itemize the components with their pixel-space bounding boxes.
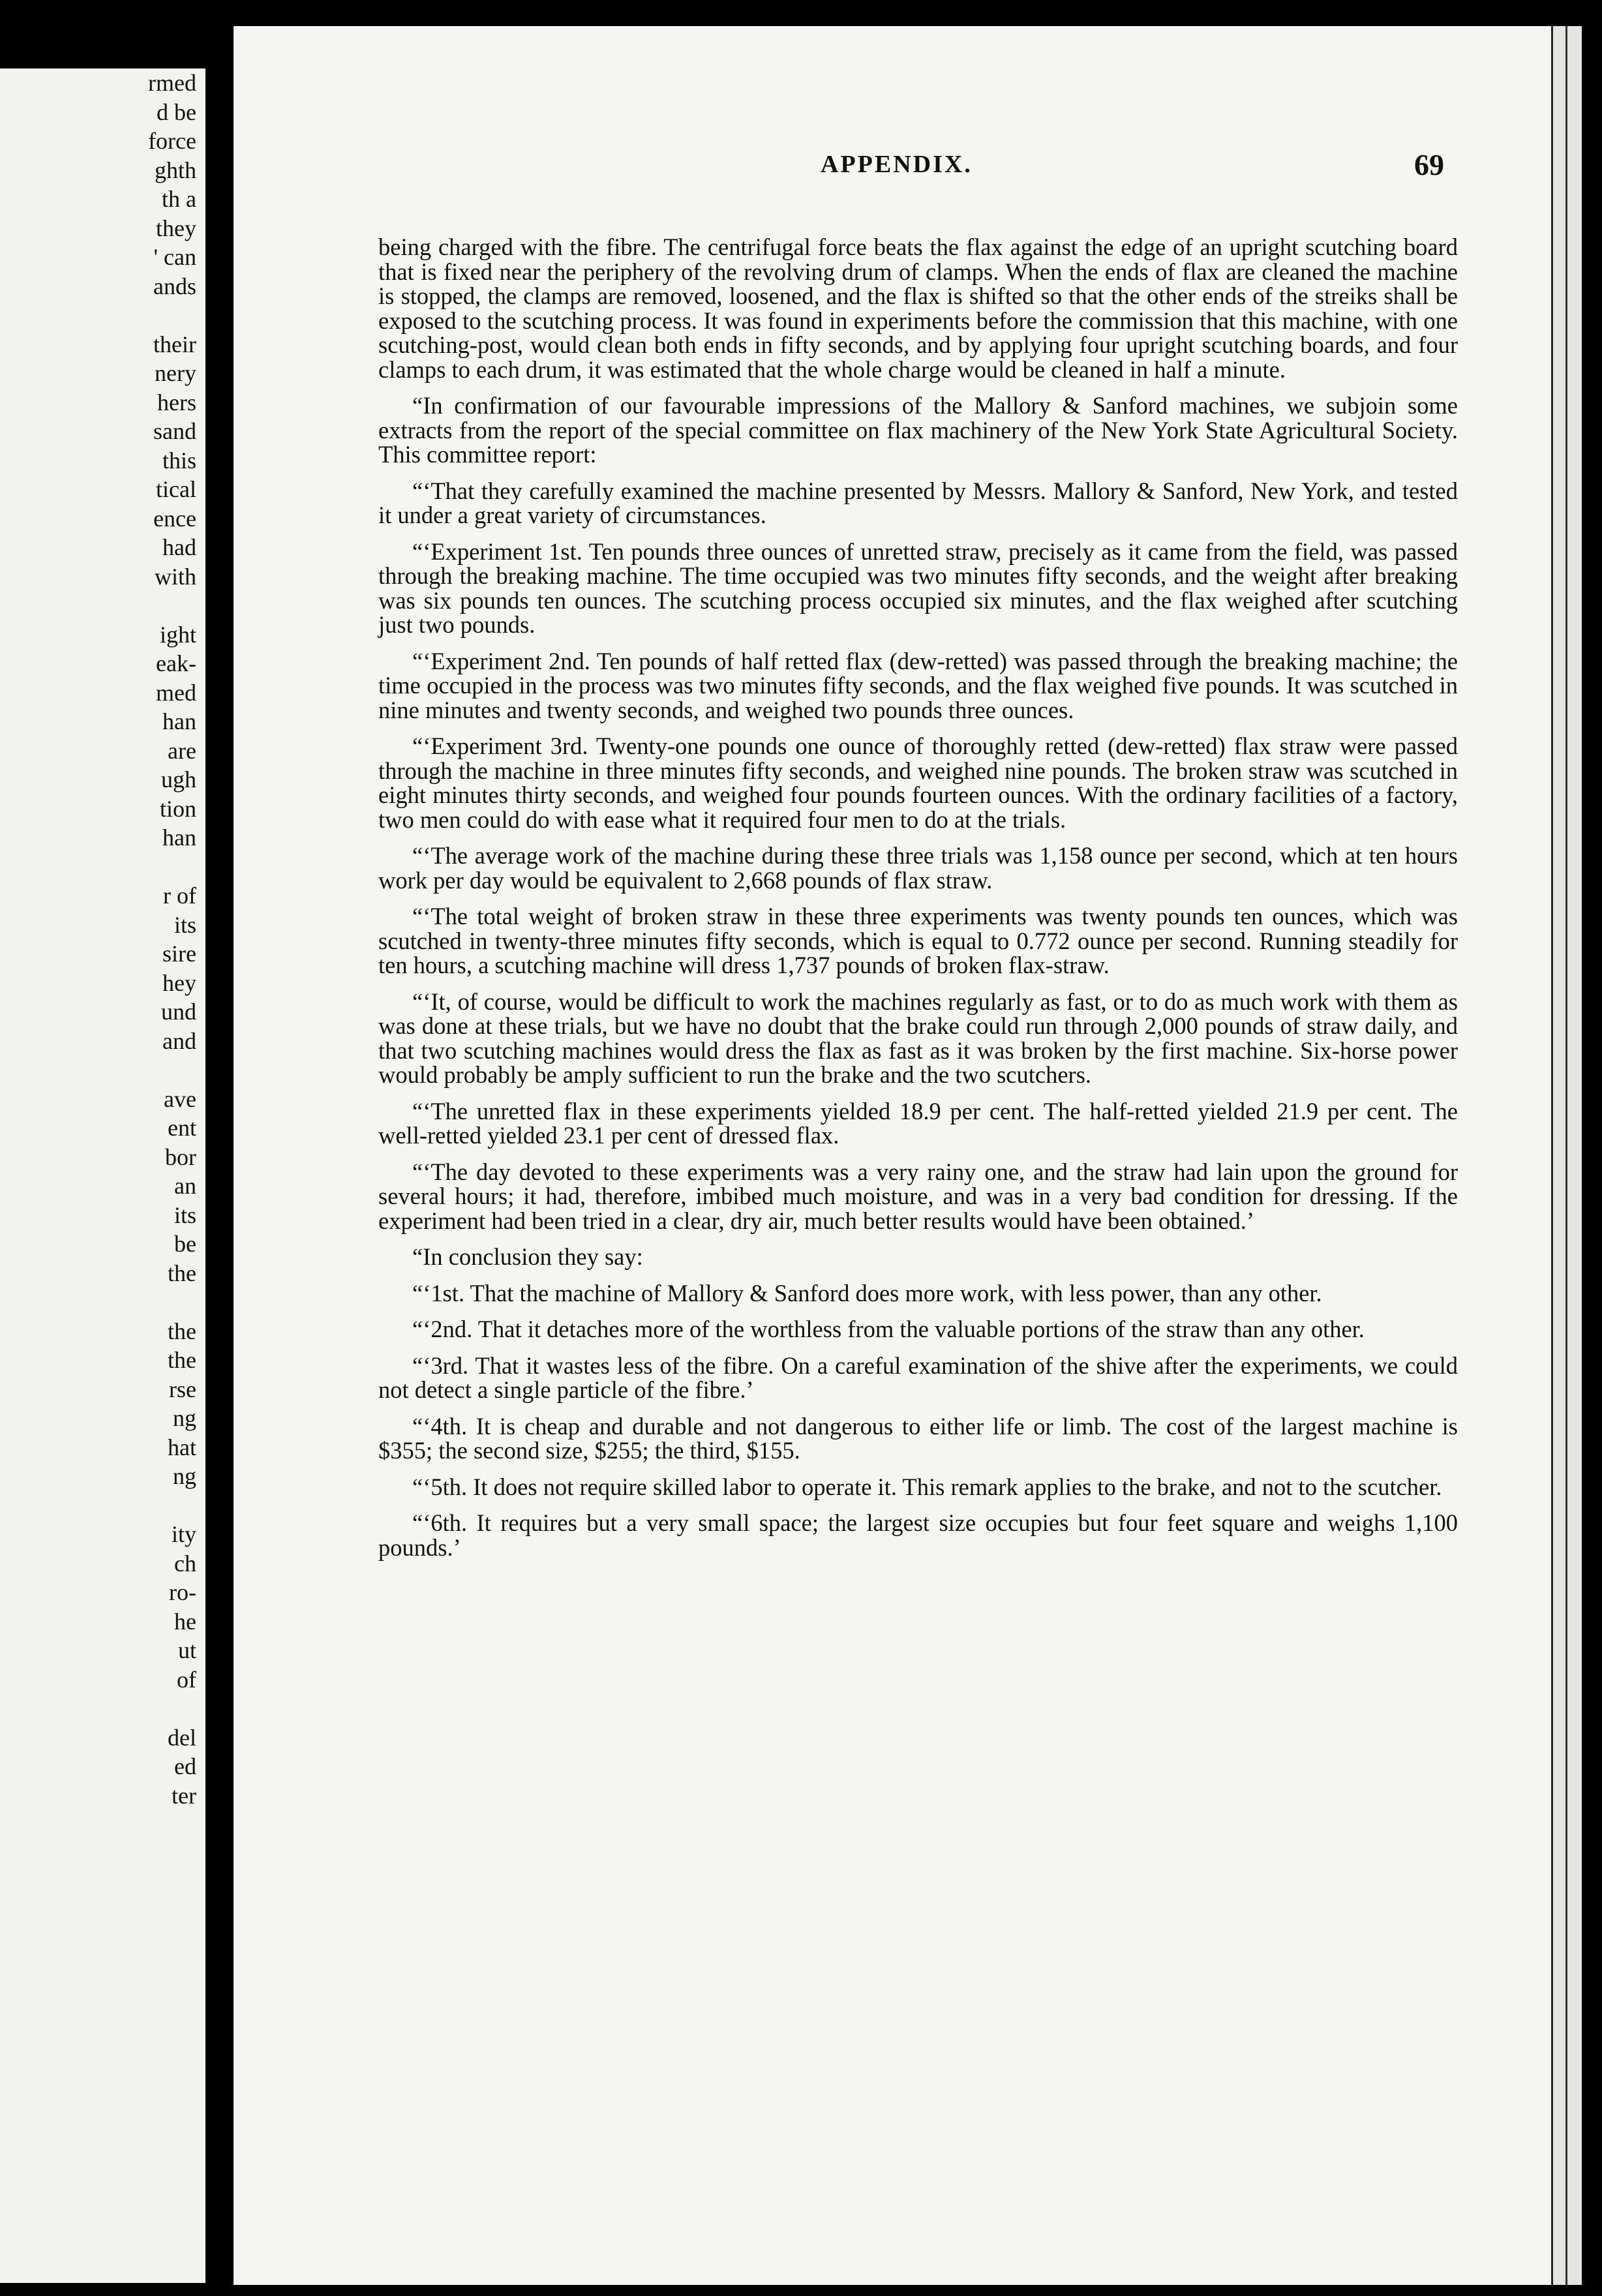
facing-line: their	[153, 331, 196, 357]
facing-line: med	[156, 679, 196, 706]
facing-line	[148, 1839, 196, 1869]
running-head: APPENDIX.	[821, 151, 973, 178]
body-text	[378, 235, 1458, 1571]
facing-line	[148, 1868, 196, 1897]
facing-line: had	[162, 534, 196, 560]
facing-line: ence	[153, 505, 196, 532]
paragraph: “In conclusion they say:	[412, 1243, 643, 1270]
paragraph: “‘It, of course, would be difficult to work the machines regularly as fast, or to do as much work with them as was done at these trials, but we have no doubt that the brake could run through 2,000 pounds of straw daily, and that two scutching machines would dress the flax as fast as it was broken by the first machine. Six-horse power would probably be amply sufficient to run the brake and the two scutchers.	[378, 988, 1458, 1088]
facing-line: und	[161, 999, 196, 1025]
page-edge-line	[1565, 26, 1567, 2285]
facing-line: ' can	[153, 244, 196, 270]
book-page	[234, 26, 1580, 2285]
facing-line: nery	[155, 360, 196, 386]
facing-line: del	[168, 1724, 196, 1751]
paragraph: “In confirmation of our favourable impressions of the Mallory & Sanford machines, we subjoin some extracts from the report of the special committee on flax machinery of the New York State Agricultural Society. This committee report:	[378, 392, 1458, 468]
facing-line	[148, 301, 196, 330]
facing-line: ng	[173, 1463, 196, 1489]
facing-line: this	[162, 447, 196, 474]
page-number: 69	[1414, 148, 1444, 181]
facing-line: ity	[171, 1521, 196, 1547]
facing-line: han	[162, 824, 196, 851]
facing-line	[148, 1810, 196, 1839]
facing-page-text	[148, 68, 196, 1926]
facing-line: hat	[168, 1434, 196, 1460]
paragraph: being charged with the fibre. The centrifugal force beats the flax against the edge of an upright scutching board that is fixed near the periphery of the revolving drum of clamps. When the ends of flax are cleaned the machine is stopped, the clamps are removed, loosened, and the flax is shifted so that the other ends of the streiks shall be exposed to the scutching process. It was found in experiments before the commission that this machine, with one scutching-post, would clean both ends in fifty seconds, and by applying four upright scutching boards, and four clamps to each drum, it was estimated that the whole charge would be cleaned in half a minute.	[378, 234, 1458, 383]
paragraph: “‘The total weight of broken straw in these three experiments was twenty pounds ten ounces, which was scutched in twenty-three minutes fifty seconds, which is equal to 0.772 ounce per second. Running steadily for ten hours, a scutching machine will dress 1,737 pounds of broken flax-straw.	[378, 903, 1458, 978]
paragraph: “‘Experiment 3rd. Twenty-one pounds one ounce of thoroughly retted (dew-retted) flax straw were passed through the machine in three minutes fifty seconds, and weighed nine pounds. The broken straw was scutched in eight minutes thirty seconds, and weighed four pounds fourteen ounces. With the ordinary facilities of a factory, two men could do with ease what it required four men to do at the trials.	[378, 733, 1458, 833]
facing-line: the	[168, 1318, 196, 1344]
facing-line	[148, 853, 196, 882]
facing-line: be	[174, 1231, 196, 1257]
facing-line: han	[162, 708, 196, 734]
facing-line: the	[168, 1347, 196, 1373]
paragraph: “‘4th. It is cheap and durable and not dangerous to either life or limb. The cost of the largest machine is $355; the second size, $255; the third, $155.	[378, 1412, 1458, 1464]
facing-line	[148, 1694, 196, 1723]
facing-line: an	[174, 1173, 196, 1199]
facing-line	[148, 1491, 196, 1520]
paragraph: “‘5th. It does not require skilled labor to operate it. This remark applies to the brake, and not to the scutcher.	[412, 1473, 1442, 1500]
facing-line: bor	[165, 1143, 196, 1170]
paragraph: “‘2nd. That it detaches more of the worthless from the valuable portions of the straw than any other.	[412, 1316, 1365, 1342]
paragraph: “‘The average work of the machine during these three trials was 1,158 ounce per second, which at ten hours work per day would be equivalent to 2,668 pounds of flax straw.	[378, 842, 1458, 894]
paragraph: “‘1st. That the machine of Mallory & Sanford does more work, with less power, than any other.	[412, 1279, 1322, 1307]
facing-line: ands	[153, 273, 196, 299]
facing-line: tical	[156, 476, 196, 502]
facing-line: of	[177, 1666, 196, 1693]
paragraph: “‘3rd. That it wastes less of the fibre. On a careful examination of the shive after the experiments, we could not detect a single particle of the fibre.’	[378, 1352, 1458, 1403]
facing-line	[148, 1897, 196, 1927]
facing-line: the	[168, 1260, 196, 1286]
facing-line: sire	[162, 941, 196, 967]
paragraph: “‘The day devoted to these experiments was a very rainy one, and the straw had lain upon the ground for several hours; it had, therefore, imbibed much moisture, and was in a very bad condition for dressing. If the experiment had been tried in a clear, dry air, much better results would have been obtained.’	[378, 1158, 1458, 1234]
facing-line: force	[148, 128, 196, 154]
facing-line: are	[168, 737, 196, 764]
facing-line: with	[154, 563, 196, 590]
facing-line: rse	[169, 1376, 196, 1402]
page-header	[234, 150, 1580, 189]
facing-line: ugh	[161, 766, 196, 793]
facing-line: r of	[163, 883, 196, 909]
facing-line: ut	[177, 1637, 196, 1663]
facing-line: hers	[157, 389, 196, 415]
facing-line: he	[174, 1608, 196, 1635]
facing-line: ter	[172, 1782, 196, 1809]
facing-line: d be	[157, 98, 196, 125]
facing-line: th a	[162, 186, 196, 212]
facing-line: ent	[168, 1115, 196, 1141]
facing-line: tion	[159, 795, 196, 822]
facing-line	[148, 1055, 196, 1085]
facing-line	[148, 591, 196, 620]
facing-line: eak-	[156, 650, 196, 676]
facing-line: ed	[174, 1753, 196, 1779]
facing-line: rmed	[148, 70, 196, 96]
paragraph: “‘The unretted flax in these experiments yielded 18.9 per cent. The half-retted yielded 21.9 per cent. The well-retted yielded 23.1 per cent of dressed flax.	[378, 1097, 1458, 1149]
facing-line: ghth	[154, 157, 196, 183]
paragraph: “‘Experiment 1st. Ten pounds three ounces of unretted straw, precisely as it came from the field, was passed through the breaking machine. The time occupied was two minutes fifty seconds, and the weight after breaking was six pounds ten ounces. The scutching process occupied six minutes, and the flax weighed after scutching just two pounds.	[378, 537, 1458, 638]
facing-line: ng	[173, 1405, 196, 1431]
paragraph: “‘Experiment 2nd. Ten pounds of half retted flax (dew-retted) was passed through the breaking machine; the time occupied in the process was two minutes fifty seconds, and the flax weighed five pounds. It was scutched in nine minutes and twenty seconds, and weighed two pounds three ounces.	[378, 647, 1458, 723]
facing-line: and	[162, 1027, 196, 1054]
facing-line: its	[174, 911, 196, 938]
facing-line: sand	[153, 418, 196, 444]
facing-line: ch	[174, 1550, 196, 1577]
facing-line: ight	[159, 621, 196, 648]
facing-line: they	[156, 215, 196, 241]
facing-line: hey	[162, 969, 196, 996]
facing-line: ave	[164, 1085, 196, 1112]
facing-line	[148, 1288, 196, 1317]
facing-page-fragment	[0, 68, 205, 2283]
paragraph: “‘That they carefully examined the machine presented by Messrs. Mallory & Sanford, New York, and tested it under a great variety of circumstances.	[378, 477, 1458, 528]
paragraph: “‘6th. It requires but a very small space; the largest size occupies but four feet square and weighs 1,100 pounds.’	[378, 1509, 1458, 1561]
facing-line: ro-	[169, 1579, 196, 1605]
facing-line: its	[174, 1201, 196, 1228]
